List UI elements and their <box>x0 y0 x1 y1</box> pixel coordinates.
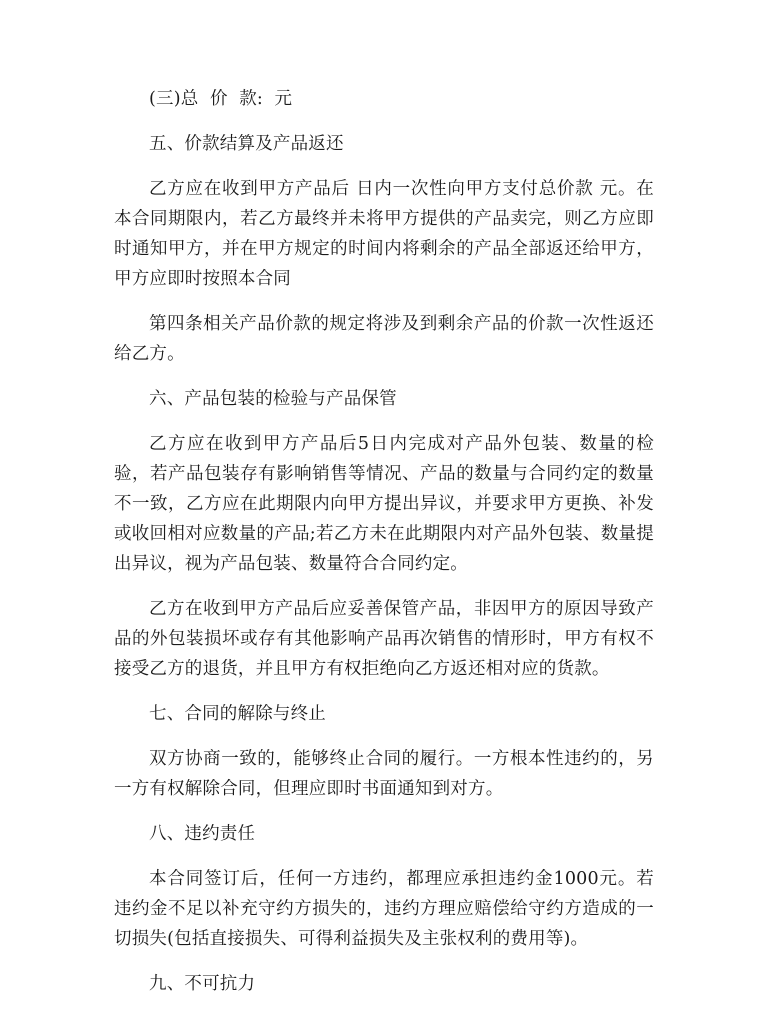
section-heading-7: 七、合同的解除与终止 <box>149 704 326 724</box>
section-8-paragraph-1: 本合同签订后，任何一方违约，都理应承担违约金1000元。若违约金不足以补充守约方损失的，违约方理应赔偿给守约方造成的一切损失(包括直接损失、可得利益损失及主张权利的费用等)。 <box>114 869 654 949</box>
contract-page <box>114 84 654 1014</box>
section-heading-5: 五、价款结算及产品返还 <box>149 134 344 154</box>
total-price-line: (三)总 价 款: 元 <box>149 89 293 109</box>
section-heading-9: 九、不可抗力 <box>149 974 256 994</box>
section-5-paragraph-1: 乙方应在收到甲方产品后 日内一次性向甲方支付总价款 元。在本合同期限内，若乙方最终并未将甲方提供的产品卖完，则乙方应即时通知甲方，并在甲方规定的时间内将剩余的产品全部返还给甲方，甲方应即时按照本合同 <box>114 179 654 289</box>
section-7-paragraph-1: 双方协商一致的，能够终止合同的履行。一方根本性违约的，另一方有权解除合同，但理应即时书面通知到对方。 <box>114 749 654 799</box>
section-6-paragraph-2: 乙方在收到甲方产品后应妥善保管产品，非因甲方的原因导致产品的外包装损坏或存有其他影响产品再次销售的情形时，甲方有权不接受乙方的退货，并且甲方有权拒绝向乙方返还相对应的货款。 <box>114 599 654 679</box>
section-6-paragraph-1: 乙方应在收到甲方产品后5日内完成对产品外包装、数量的检验，若产品包装存有影响销售等情况、产品的数量与合同约定的数量不一致，乙方应在此期限内向甲方提出异议，并要求甲方更换、补发或收回相对应数量的产品;若乙方未在此期限内对产品外包装、数量提出异议，视为产品包装、数量符合合同约定。 <box>114 434 654 574</box>
section-heading-6: 六、产品包装的检验与产品保管 <box>149 389 397 409</box>
section-heading-8: 八、违约责任 <box>149 824 256 844</box>
section-5-paragraph-2: 第四条相关产品价款的规定将涉及到剩余产品的价款一次性返还给乙方。 <box>114 314 654 364</box>
